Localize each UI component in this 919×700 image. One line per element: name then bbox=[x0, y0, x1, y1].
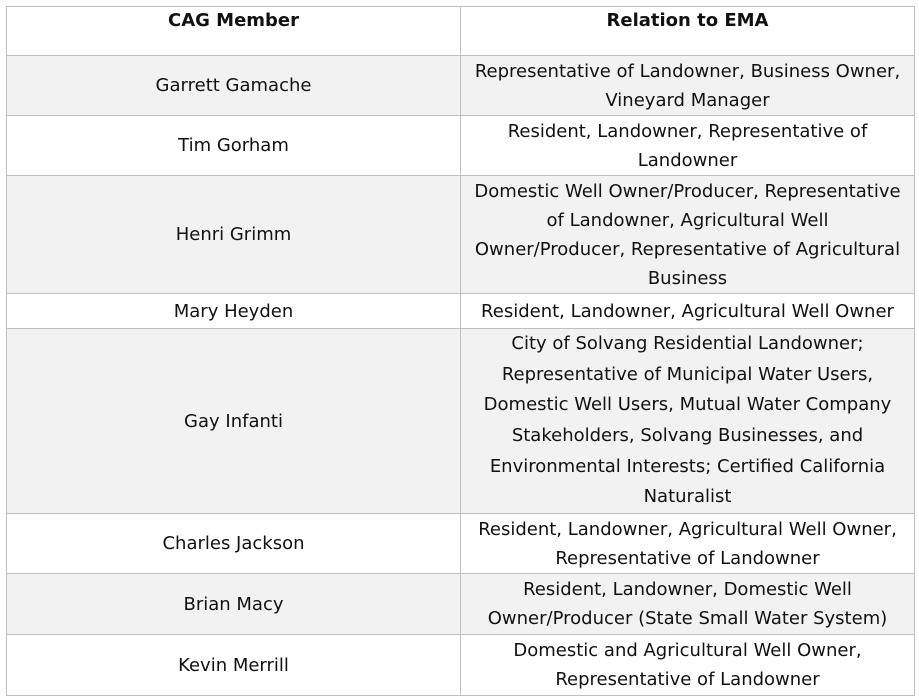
member-relation: Domestic Well Owner/Producer, Representative of Landowner, Agricultural Well Owner/Producer, Representative of Agricultural Business bbox=[461, 176, 915, 294]
member-name: Mary Heyden bbox=[7, 294, 461, 329]
member-name: Gay Infanti bbox=[7, 329, 461, 514]
member-name: Brian Macy bbox=[7, 574, 461, 635]
member-relation: Representative of Landowner, Business Owner, Vineyard Manager bbox=[461, 56, 915, 116]
header-cag-member: CAG Member bbox=[7, 7, 461, 56]
member-relation: Resident, Landowner, Representative of Landowner bbox=[461, 116, 915, 176]
member-name: Kevin Merrill bbox=[7, 635, 461, 696]
member-name: Charles Jackson bbox=[7, 514, 461, 574]
table-row bbox=[7, 514, 915, 574]
member-relation: Domestic and Agricultural Well Owner, Representative of Landowner bbox=[461, 635, 915, 696]
cag-member-table bbox=[6, 6, 915, 696]
header-relation-to-ema: Relation to EMA bbox=[461, 7, 915, 56]
member-relation: City of Solvang Residential Landowner; Representative of Municipal Water Users, Domestic Well Users, Mutual Water Company Stakeholders, Solvang Businesses, and Environmental Interests; Certified California Naturalist bbox=[461, 329, 915, 514]
table-row bbox=[7, 635, 915, 696]
member-relation: Resident, Landowner, Domestic Well Owner/Producer (State Small Water System) bbox=[461, 574, 915, 635]
table-row bbox=[7, 116, 915, 176]
table-row bbox=[7, 56, 915, 116]
table-row bbox=[7, 294, 915, 329]
member-relation: Resident, Landowner, Agricultural Well Owner bbox=[461, 294, 915, 329]
table-row bbox=[7, 176, 915, 294]
table-row bbox=[7, 329, 915, 514]
header-row bbox=[7, 7, 915, 56]
member-name: Tim Gorham bbox=[7, 116, 461, 176]
member-relation: Resident, Landowner, Agricultural Well Owner, Representative of Landowner bbox=[461, 514, 915, 574]
member-name: Henri Grimm bbox=[7, 176, 461, 294]
member-name: Garrett Gamache bbox=[7, 56, 461, 116]
table-row bbox=[7, 574, 915, 635]
